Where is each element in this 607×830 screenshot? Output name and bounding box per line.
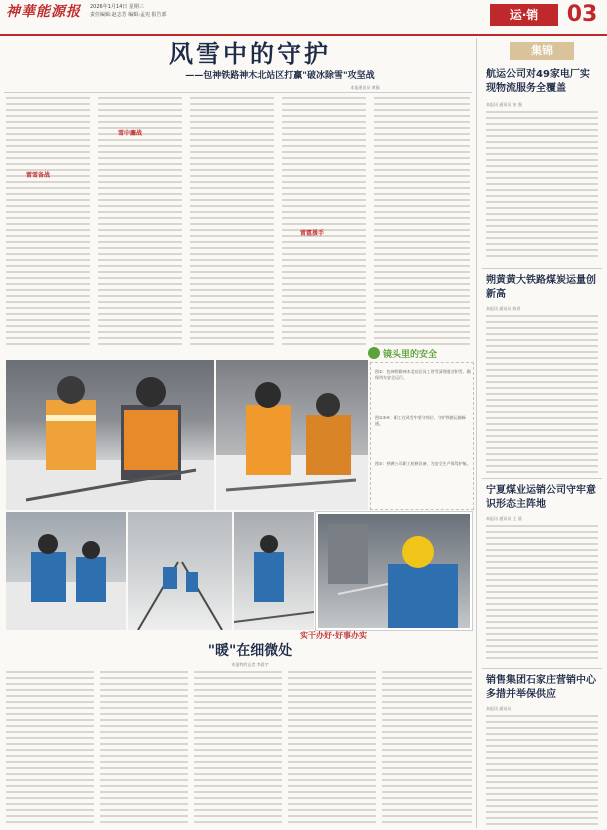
sub-feature-label: 实干办好·好事办实	[300, 631, 368, 640]
caption-box	[370, 362, 474, 510]
main-title: 风雪中的守护	[169, 39, 331, 68]
newspaper-logo: 神華能源报	[6, 4, 81, 20]
sidebar-badge	[480, 38, 604, 64]
article-col-3	[190, 96, 274, 346]
photo-illustration-4	[128, 512, 232, 630]
main-subtitle: ——包神铁路神木北站区打赢"破冰除雪"攻坚战	[185, 71, 375, 81]
article2-byline: 本报讯 通讯员 陈晋	[486, 306, 521, 311]
photo-illustration-5	[234, 512, 314, 630]
photo-feature-label: 镜头里的安全	[383, 350, 438, 360]
badge-text: 集锦	[531, 44, 553, 57]
article1-title: 航运公司对49家电厂实现物流服务全覆盖	[486, 69, 590, 94]
sidebar-article-3	[480, 484, 602, 664]
title-rule	[4, 92, 472, 93]
section-tag: 运·销	[490, 4, 558, 26]
subhead-col1: 雷雪备战	[26, 172, 51, 179]
photo-feature-banner	[368, 346, 474, 360]
subhead-col4: 雷霆援手	[300, 230, 325, 237]
main-byline: 本报通讯员 黄猫	[350, 85, 380, 90]
photo-illustration-3	[6, 512, 126, 630]
feature2-col-4	[288, 670, 376, 826]
article2-body	[486, 314, 598, 474]
sidebar-divider	[476, 38, 477, 828]
article2-title: 朔黄黄大铁路煤炭运量创新高	[486, 275, 596, 300]
masthead-meta	[90, 3, 290, 19]
sidebar-rule-1	[482, 268, 602, 269]
photo-workers-snow-2	[216, 360, 368, 510]
photo-workers-5	[234, 512, 314, 630]
date-line: 2026年1月14日 星期三	[90, 4, 144, 10]
masthead	[0, 0, 607, 36]
leaf-icon	[368, 347, 380, 359]
article-col-4	[282, 96, 366, 346]
article-col-5	[374, 96, 470, 346]
article4-byline: 本报讯 通讯员	[486, 706, 512, 711]
photo-illustration-2	[216, 360, 368, 510]
article3-title: 宁夏煤业运销公司守牢意识形态主阵地	[486, 485, 596, 510]
photo-workers-snow-1	[6, 360, 214, 510]
article3-body	[486, 524, 598, 660]
feature2-title: "暖"在细微处	[207, 643, 293, 659]
feature2-col-2	[100, 670, 188, 826]
photo-workers-3	[6, 512, 126, 630]
photo-illustration-1	[6, 360, 214, 510]
feature2-col-5	[382, 670, 472, 826]
caption-2: 图②③④：职工在风雪中坚守岗位，守护铁路运输畅通。	[375, 415, 466, 426]
article1-body	[486, 110, 598, 260]
sidebar-article-4	[480, 674, 602, 828]
feature2-col-3	[194, 670, 282, 826]
photo-worker-helmet	[316, 512, 472, 630]
article4-title: 销售集团石家庄营销中心多措并举保供应	[486, 675, 596, 700]
feature2-col-1	[6, 670, 94, 826]
photo-workers-4	[128, 512, 232, 630]
sidebar-rule-3	[482, 668, 602, 669]
subhead-col2: 雪中鏖战	[118, 130, 143, 137]
article4-body	[486, 714, 598, 826]
caption-1: 图①：包神铁路神木北站区员工冒雪清理道岔积雪，确保列车安全运行。	[375, 369, 471, 380]
article-col-1	[6, 96, 90, 346]
sidebar-article-2	[480, 274, 602, 474]
caption-5: 图⑤：朔黄公司职工检修设备，为安全生产保驾护航。	[375, 461, 471, 466]
article1-byline: 本报讯 通讯员 宋 强	[486, 102, 522, 107]
article3-byline: 本报讯 通讯员 王 晨	[486, 516, 522, 521]
feature2-byline: 本报特约记者 李晨宇	[231, 662, 269, 667]
sidebar-article-1	[480, 68, 602, 268]
page-number: 03	[566, 2, 598, 27]
sidebar-rule-2	[482, 478, 602, 479]
photo-illustration-6	[318, 514, 470, 628]
edit-line: 责任编辑:赵志芳 编辑:孟宪 报告部	[90, 12, 167, 18]
